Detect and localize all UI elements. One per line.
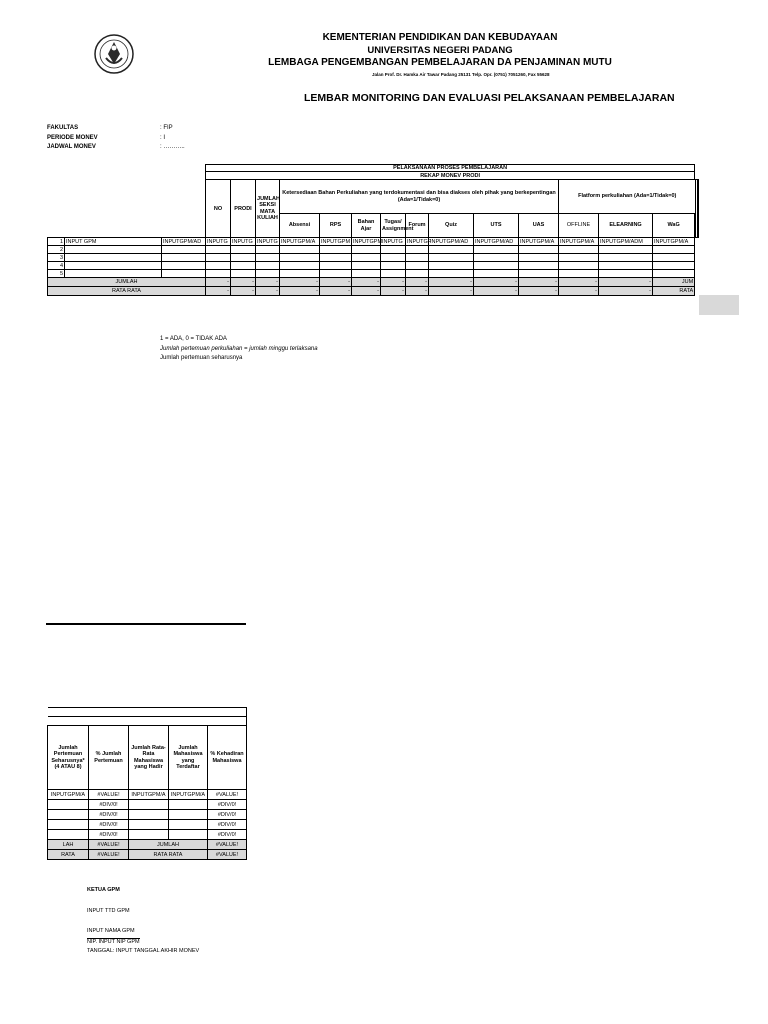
header-persen-kehadiran: % Kehadiran Mahasiswa bbox=[208, 726, 247, 790]
cell-kes bbox=[599, 270, 653, 278]
rata-cell: - bbox=[474, 287, 519, 296]
monitoring-table bbox=[47, 164, 699, 296]
jumlah-cell: - bbox=[352, 278, 381, 287]
cell-prodi bbox=[65, 246, 162, 254]
cell-ketersediaan bbox=[406, 246, 429, 254]
cell-ketersediaan: INPUTG bbox=[257, 238, 278, 245]
rata-cell: - bbox=[280, 287, 320, 296]
cell-prodi bbox=[65, 270, 162, 278]
cell: #DIV/0! bbox=[89, 830, 129, 840]
header-ketersediaan: Ketersediaan Bahan Perkuliahan yang terdokumentasi dan bisa diakses oleh pihak yang berkepentingan (Ada=1/Tidak=0) bbox=[280, 180, 559, 214]
cell-no: 2 bbox=[48, 246, 65, 254]
cell-ketersediaan bbox=[352, 262, 381, 270]
cell-platform: INPUTGPM/AD bbox=[474, 238, 519, 246]
table-row bbox=[48, 810, 247, 820]
cell bbox=[48, 820, 89, 830]
cell-ketersediaan bbox=[280, 262, 320, 270]
cell-ketersediaan bbox=[231, 254, 256, 262]
rata-cell: - bbox=[320, 287, 352, 296]
cell bbox=[48, 800, 89, 810]
cell-prodi bbox=[65, 262, 162, 270]
subheader-quiz: Quiz bbox=[429, 214, 474, 238]
cell-jp bbox=[653, 254, 695, 262]
cell-jp bbox=[653, 262, 695, 270]
cell-platform: INPUTGPM/A bbox=[559, 238, 599, 246]
cell-ketersediaan: INPUTGP bbox=[407, 238, 432, 245]
rata-cell: - bbox=[406, 287, 429, 296]
cell: #DIV/0! bbox=[208, 820, 247, 830]
cell: #DIV/0! bbox=[89, 810, 129, 820]
cell-ketersediaan bbox=[206, 270, 231, 278]
header-rata-hadir: Jumlah Rata-Rata Mahasiswa yang Hadir bbox=[129, 726, 169, 790]
note-seharusnya: Jumlah pertemuan seharusnya bbox=[160, 355, 243, 361]
cell: INPUTGPM/A bbox=[48, 790, 89, 800]
signature-role: KETUA GPM bbox=[87, 887, 120, 893]
blank-row bbox=[48, 708, 247, 717]
jumlah-cell: - bbox=[280, 278, 320, 287]
cell-jp bbox=[653, 270, 695, 278]
blank-row bbox=[48, 717, 247, 726]
table-row bbox=[48, 800, 247, 810]
cell-ketersediaan bbox=[280, 246, 320, 254]
cell-ketersediaan: INPUTGPM bbox=[321, 238, 351, 245]
attendance-table bbox=[47, 707, 247, 860]
cell-ketersediaan bbox=[381, 254, 406, 262]
header-platform: Flatform perkuliahan (Ada=1/Tidak=0) bbox=[559, 180, 696, 214]
cell-seksi: INPUTGPM/AD bbox=[162, 238, 206, 246]
table-row bbox=[48, 254, 699, 262]
signature-nama: INPUT NAMA GPM bbox=[87, 928, 135, 934]
cell: #DIV/0! bbox=[208, 810, 247, 820]
cell-ketersediaan bbox=[320, 254, 352, 262]
jumlah-label-cut: LAH bbox=[48, 840, 89, 850]
rata-cell: - bbox=[352, 287, 381, 296]
cell-ketersediaan bbox=[206, 254, 231, 262]
header-jumlah-pertemuan bbox=[697, 180, 698, 238]
header-pertemuan-seharusnya: Jumlah Pertemuan Seharusnya* (4 ATAU 8) bbox=[48, 726, 89, 790]
cell-prodi bbox=[65, 254, 162, 262]
rata-cell: - bbox=[429, 287, 474, 296]
cell-kes bbox=[599, 246, 653, 254]
cell-ketersediaan bbox=[352, 254, 381, 262]
cell-platform bbox=[559, 254, 599, 262]
jumlah-cell: - bbox=[599, 278, 653, 287]
table-row bbox=[48, 820, 247, 830]
cell-platform bbox=[559, 270, 599, 278]
rata-value: #VALUE! bbox=[208, 850, 247, 860]
cell-ketersediaan bbox=[406, 270, 429, 278]
cell-platform bbox=[559, 246, 599, 254]
cell bbox=[129, 800, 169, 810]
cell-platform bbox=[519, 246, 559, 254]
cell-ketersediaan: INPUTG bbox=[381, 238, 406, 246]
cell: #DIV/0! bbox=[89, 820, 129, 830]
header-rekap: REKAP MONEV PRODI bbox=[206, 172, 695, 180]
cell-platform bbox=[474, 254, 519, 262]
cell: #DIV/0! bbox=[208, 800, 247, 810]
info-label-jadwal: JADWAL MONEV bbox=[47, 144, 96, 150]
cell-no: 3 bbox=[48, 254, 65, 262]
cell-platform bbox=[429, 262, 474, 270]
rata-cell: - bbox=[599, 287, 653, 296]
signature-tanggal: TANGGAL: INPUT TANGGAL AKHIR MONEV bbox=[87, 948, 200, 954]
cell-ketersediaan bbox=[406, 262, 429, 270]
subheader-wag: WaG bbox=[653, 214, 695, 238]
cell-ketersediaan bbox=[206, 262, 231, 270]
cell-platform bbox=[519, 254, 559, 262]
jumlah-label: JUMLAH bbox=[129, 840, 208, 850]
cell-platform: INPUTGPM/A bbox=[519, 238, 559, 246]
jumlah-value: #VALUE! bbox=[208, 840, 247, 850]
header-ministry: KEMENTERIAN PENDIDIKAN DAN KEBUDAYAAN bbox=[322, 32, 558, 43]
signature-nip: NIP. INPUT NIP GPM bbox=[87, 939, 140, 945]
cell-jp: INPUTGPM/A bbox=[653, 238, 695, 246]
cell: INPUTGPM/A bbox=[169, 790, 208, 800]
cell bbox=[129, 820, 169, 830]
subheader-bahan-ajar: Bahan Ajar bbox=[352, 214, 381, 238]
rata-cell: - bbox=[519, 287, 559, 296]
note-legend: 1 = ADA, 0 = TIDAK ADA bbox=[160, 336, 227, 342]
cell-seksi bbox=[162, 254, 206, 262]
header-terdaftar: Jumlah Mahasiswa yang Terdaftar bbox=[169, 726, 208, 790]
cell-seksi bbox=[162, 246, 206, 254]
jumlah-value: #VALUE! bbox=[89, 840, 129, 850]
cell bbox=[129, 810, 169, 820]
cell-ketersediaan bbox=[280, 254, 320, 262]
cell-ketersediaan bbox=[320, 270, 352, 278]
table-row bbox=[48, 790, 247, 800]
header-persen-pertemuan: % Jumlah Pertemuan bbox=[89, 726, 129, 790]
header-prodi: PRODI bbox=[231, 180, 256, 238]
rata-cell: - bbox=[231, 287, 256, 296]
table-row bbox=[48, 830, 247, 840]
cell-seksi bbox=[162, 270, 206, 278]
table-row bbox=[48, 246, 699, 254]
subheader-uts: UTS bbox=[474, 214, 519, 238]
subheader-uas: UAS bbox=[519, 214, 559, 238]
header-pelaksanaan: PELAKSANAAN PROSES PEMBELAJARAN bbox=[206, 165, 695, 172]
cell bbox=[48, 810, 89, 820]
subheader-rps: RPS bbox=[320, 214, 352, 238]
cell-prodi: INPUT GPM bbox=[65, 238, 162, 246]
table-row bbox=[48, 270, 699, 278]
jumlah-cell: - bbox=[429, 278, 474, 287]
cell-kes: INPUTGPM/ADM bbox=[599, 238, 653, 246]
divider-line bbox=[46, 623, 246, 625]
rata-label: RATA RATA bbox=[48, 287, 206, 296]
overflow-shading bbox=[699, 295, 739, 315]
cell-ketersediaan bbox=[381, 246, 406, 254]
jumlah-cell: - bbox=[381, 278, 406, 287]
cell: #DIV/0! bbox=[89, 800, 129, 810]
cell: #VALUE! bbox=[89, 790, 129, 800]
cell-ketersediaan bbox=[406, 254, 429, 262]
rata-cell: - bbox=[559, 287, 599, 296]
cell: #DIV/0! bbox=[208, 830, 247, 840]
cell-platform bbox=[474, 270, 519, 278]
rata-label: RATA RATA bbox=[129, 850, 208, 860]
subheader-zoom bbox=[695, 214, 696, 238]
jumlah-cell: - bbox=[474, 278, 519, 287]
cell-ketersediaan bbox=[352, 270, 381, 278]
cell-ketersediaan bbox=[256, 246, 280, 254]
info-value-jadwal: : ……….. bbox=[160, 144, 185, 150]
cell-ketersediaan bbox=[280, 270, 320, 278]
cell-ketersediaan bbox=[320, 246, 352, 254]
header-no: NO bbox=[206, 180, 231, 238]
subheader-offline: OFFLINE bbox=[559, 214, 599, 238]
info-value-periode: : I bbox=[160, 135, 166, 141]
header-university: UNIVERSITAS NEGERI PADANG bbox=[367, 45, 513, 56]
jumlah-cell: - bbox=[256, 278, 280, 287]
rata-cell: - bbox=[206, 287, 231, 296]
cell-ketersediaan bbox=[256, 262, 280, 270]
rata-tail: RATA bbox=[653, 287, 695, 296]
jumlah-label: JUMLAH bbox=[48, 278, 206, 287]
header-institute: LEMBAGA PENGEMBANGAN PEMBELAJARAN DA PENJAMINAN MUTU bbox=[268, 57, 612, 68]
cell-no: 1 bbox=[48, 238, 65, 246]
jumlah-tail: JUM bbox=[653, 278, 695, 287]
cell-kes bbox=[599, 254, 653, 262]
cell-jp bbox=[653, 246, 695, 254]
cell-ketersediaan: INPUTGPM bbox=[353, 238, 383, 245]
cell-platform bbox=[474, 262, 519, 270]
header-address: Jalan Prof. Dr. Hamka Air Tawar Padang 25131 Telp. Opr. (0751) 7051260, Fax 55628 bbox=[372, 72, 550, 77]
jumlah-cell: - bbox=[519, 278, 559, 287]
cell-no: 4 bbox=[48, 262, 65, 270]
subheader-forum: Forum bbox=[406, 214, 429, 238]
cell bbox=[169, 830, 208, 840]
cell-platform bbox=[474, 246, 519, 254]
cell-ketersediaan bbox=[381, 270, 406, 278]
table-row bbox=[48, 238, 699, 246]
cell-ketersediaan bbox=[352, 246, 381, 254]
cell-platform bbox=[429, 254, 474, 262]
cell-ketersediaan bbox=[231, 262, 256, 270]
table-row bbox=[48, 262, 699, 270]
jumlah-cell: - bbox=[406, 278, 429, 287]
cell-platform bbox=[559, 262, 599, 270]
cell-platform bbox=[429, 270, 474, 278]
cell-ketersediaan bbox=[231, 270, 256, 278]
cell-kes bbox=[599, 262, 653, 270]
cell-ketersediaan bbox=[206, 246, 231, 254]
cell-ketersediaan bbox=[256, 270, 280, 278]
jumlah-cell: - bbox=[206, 278, 231, 287]
cell-platform bbox=[519, 262, 559, 270]
cell bbox=[169, 810, 208, 820]
cell bbox=[48, 830, 89, 840]
subheader-tugas: Tugas/ Assignment bbox=[381, 214, 406, 238]
info-value-fakultas: : FIP bbox=[160, 125, 173, 131]
note-pertemuan: Jumlah pertemuan perkuliahan = jumlah minggu terlaksana bbox=[160, 346, 318, 352]
document-title: LEMBAR MONITORING DAN EVALUASI PELAKSANAAN PEMBELAJARAN bbox=[304, 92, 675, 104]
cell bbox=[169, 820, 208, 830]
cell-no: 5 bbox=[48, 270, 65, 278]
jumlah-cell: - bbox=[559, 278, 599, 287]
cell-platform bbox=[519, 270, 559, 278]
info-label-fakultas: FAKULTAS bbox=[47, 125, 79, 131]
jumlah-cell: - bbox=[231, 278, 256, 287]
rata-cell: - bbox=[256, 287, 280, 296]
cell-ketersediaan bbox=[320, 262, 352, 270]
rata-label-cut: RATA bbox=[48, 850, 89, 860]
cell-ketersediaan: INPUTGPM/A bbox=[280, 238, 320, 246]
signature-ttd: INPUT TTD GPM bbox=[87, 908, 130, 914]
cell-seksi bbox=[162, 262, 206, 270]
subheader-elearning: ELEARNING bbox=[599, 214, 653, 238]
rata-value: #VALUE! bbox=[89, 850, 129, 860]
header-jumlah-seksi: JUMLAH SEKSI MATA KULIAH bbox=[256, 180, 280, 238]
cell bbox=[169, 800, 208, 810]
university-logo bbox=[94, 34, 134, 74]
subheader-absensi: Absensi bbox=[280, 214, 320, 238]
cell bbox=[129, 830, 169, 840]
cell-ketersediaan: INPUTG bbox=[206, 238, 231, 246]
jumlah-cell: - bbox=[320, 278, 352, 287]
cell-ketersediaan bbox=[381, 262, 406, 270]
cell-ketersediaan: INPUTG bbox=[231, 238, 256, 246]
cell-ketersediaan bbox=[231, 246, 256, 254]
cell-ketersediaan bbox=[256, 254, 280, 262]
cell: #VALUE! bbox=[208, 790, 247, 800]
rata-cell: - bbox=[381, 287, 406, 296]
cell-platform: INPUTGPM/AD bbox=[429, 238, 474, 246]
cell-platform bbox=[429, 246, 474, 254]
cell: INPUTGPM/A bbox=[129, 790, 169, 800]
info-label-periode: PERIODE MONEV bbox=[47, 135, 98, 141]
